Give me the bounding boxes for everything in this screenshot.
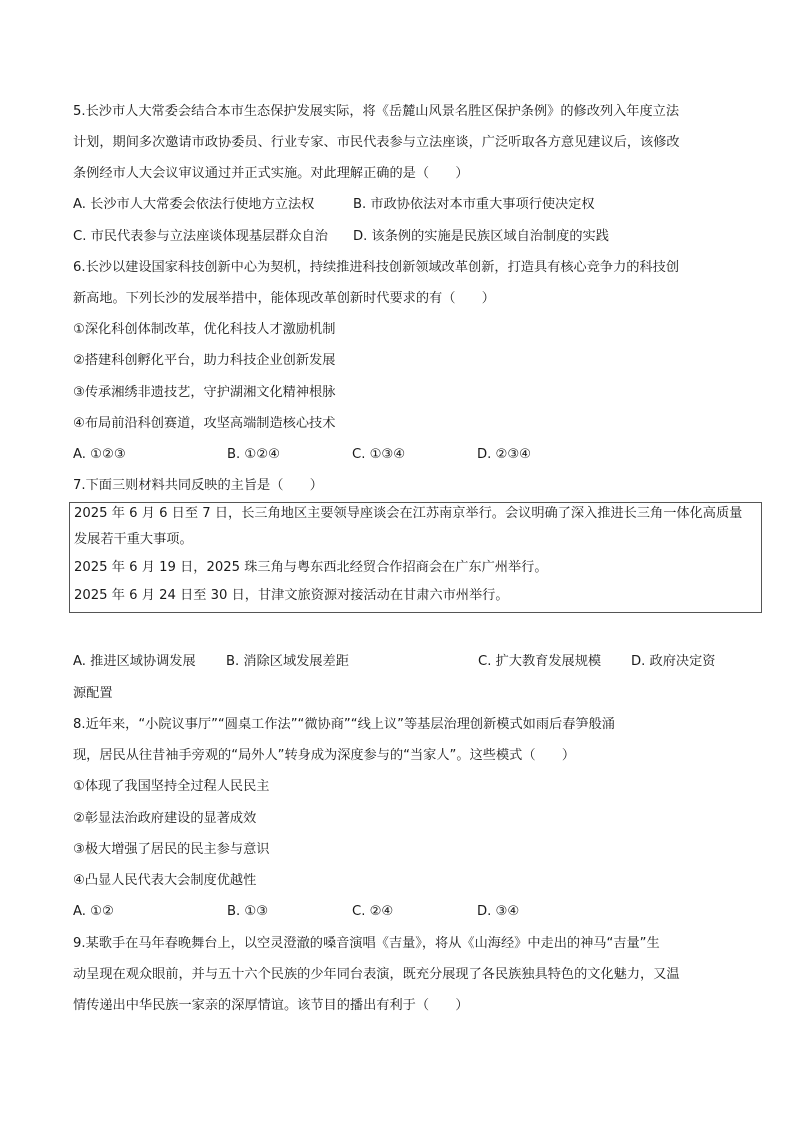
q5-option-d: D. 该条例的实施是民族区域自治制度的实践: [353, 229, 609, 244]
q5-option-b: B. 市政协依法对本市重大事项行使决定权: [353, 197, 595, 212]
q8-option-c: C. ②④: [352, 904, 394, 919]
q6-item-2: ②搭建科创孵化平台，助力科技企业创新发展: [73, 353, 336, 368]
q7-option-b: B. 消除区域发展差距: [226, 654, 349, 669]
q9-stem-line-1: 9.某歌手在马年春晚舞台上，以空灵澄澈的嗓音演唱《吉量》，将从《山海经》中走出的神马“吉量”生: [73, 936, 660, 951]
q7-material-line-2: 发展若干重大事项。: [74, 532, 193, 547]
q6-stem-line-1: 6.长沙以建设国家科技创新中心为契机，持续推进科技创新领域改革创新，打造具有核心竞争力的科技创: [73, 260, 680, 275]
q6-options: [73, 446, 733, 464]
q5-stem-line-2: 计划，期间多次邀请市政协委员、行业专家、市民代表参与立法座谈，广泛听取各方意见建议后，该修改: [73, 135, 680, 150]
q8-item-1: ①体现了我国坚持全过程人民民主: [73, 779, 270, 794]
q7-option-d: D. 政府决定资: [631, 654, 716, 669]
q7-options: [73, 653, 733, 671]
q5-option-c: C. 市民代表参与立法座谈体现基层群众自治: [73, 229, 328, 244]
q7-material-line-1: 2025 年 6 月 6 日至 7 日，长三角地区主要领导座谈会在江苏南京举行。会议明确了深入推进长三角一体化高质量: [74, 506, 743, 521]
q6-item-1: ①深化科创体制改革，优化科技人才激励机制: [73, 322, 336, 337]
q6-item-4: ④布局前沿科创赛道，攻坚高端制造核心技术: [73, 416, 336, 431]
q9-stem-line-2: 动呈现在观众眼前，并与五十六个民族的少年同台表演，既充分展现了各民族独具特色的文化魅力，又温: [73, 967, 680, 982]
q7-material-line-4: 2025 年 6 月 24 日至 30 日，甘津文旅资源对接活动在甘肃六市州举行。: [74, 588, 509, 603]
q7-option-d-wrap: 源配置: [73, 686, 113, 701]
q8-option-a: A. ①②: [73, 904, 114, 919]
q8-item-4: ④凸显人民代表大会制度优越性: [73, 873, 257, 888]
q7-material-line-3: 2025 年 6 月 19 日，2025 珠三角与粤东西北经贸合作招商会在广东广州举行。: [74, 560, 548, 575]
q8-option-b: B. ①③: [227, 904, 269, 919]
q5-option-a: A. 长沙市人大常委会依法行使地方立法权: [73, 197, 315, 212]
q5-stem-line-3: 条例经市人大会议审议通过并正式实施。对此理解正确的是（ ）: [73, 166, 469, 181]
q6-option-c: C. ①③④: [352, 447, 406, 462]
q7-option-a: A. 推进区域协调发展: [73, 654, 196, 669]
q8-stem-line-2: 现，居民从往昔袖手旁观的“局外人”转身成为深度参与的“当家人”。这些模式（ ）: [73, 748, 576, 763]
q8-stem-line-1: 8.近年来，“小院议事厅”“圆桌工作法”“微协商”“线上议”等基层治理创新模式如雨后春笋般涌: [73, 717, 615, 732]
q6-option-b: B. ①②④: [227, 447, 280, 462]
q7-material-box: [69, 502, 762, 613]
q8-options: [73, 903, 733, 921]
q6-option-d: D. ②③④: [477, 447, 532, 462]
q8-option-d: D. ③④: [477, 904, 520, 919]
q6-option-a: A. ①②③: [73, 447, 126, 462]
q8-item-2: ②彰显法治政府建设的显著成效: [73, 811, 257, 826]
q9-stem-line-3: 情传递出中华民族一家亲的深厚情谊。该节目的播出有利于（ ）: [73, 998, 469, 1013]
q6-stem-line-2: 新高地。下列长沙的发展举措中，能体现改革创新时代要求的有（ ）: [73, 291, 495, 306]
q7-option-c: C. 扩大教育发展规模: [478, 654, 602, 669]
q8-item-3: ③极大增强了居民的民主参与意识: [73, 842, 270, 857]
q5-stem-line-1: 5.长沙市人大常委会结合本市生态保护发展实际，将《岳麓山风景名胜区保护条例》的修改列入年度立法: [73, 104, 680, 119]
q6-item-3: ③传承湘绣非遗技艺，守护湖湘文化精神根脉: [73, 385, 336, 400]
q7-stem: 7.下面三则材料共同反映的主旨是（ ）: [73, 478, 323, 493]
